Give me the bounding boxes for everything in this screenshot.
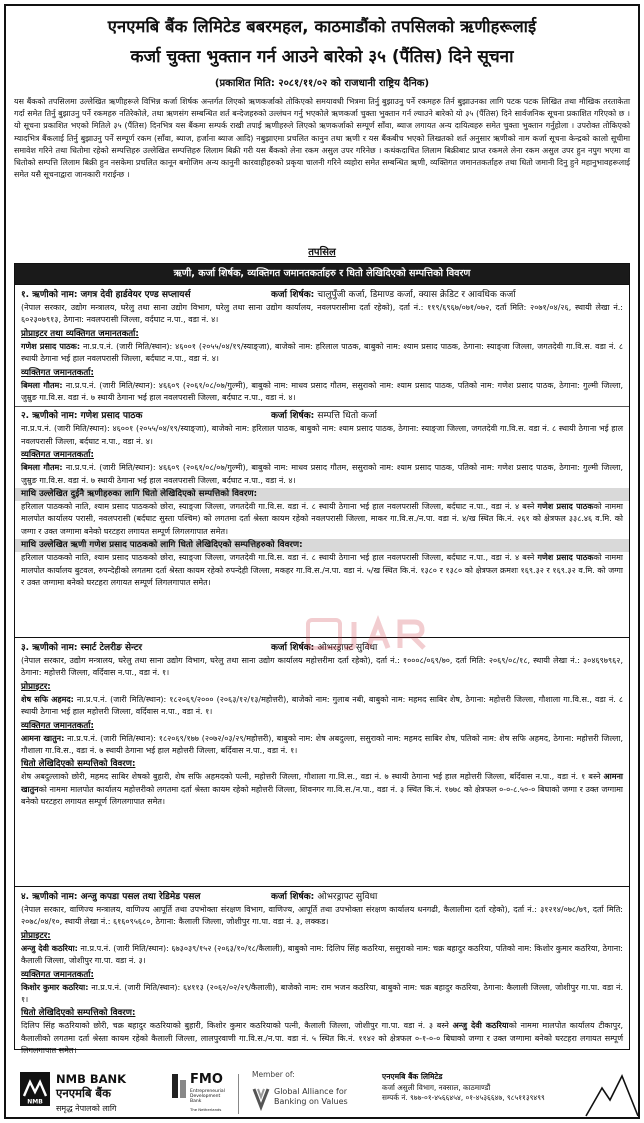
- nmb-brand: [20, 1070, 170, 1120]
- record-4-top: [21, 890, 623, 904]
- proprietor-details: [21, 694, 623, 719]
- intro-paragraph: यस बैंकको तपसिलमा उल्लेखित ऋणीहरूले विभिन्न कर्जा शिर्षक अन्तर्गत लिएको ऋणकर्जाको तोकिएको समयावधी भित्रमा तिर्नु बुझाउनु पर्ने रकमहरु तिर्न बुझाउनका लागि पटक पटक लिखित तथा मौखिक तरताकेता गर्दा समेत तिर्नु बुझाउनु पर्ने रकमहरु नतिरेकोले, तथा ऋणसंग सम्बन्धित शर्त बन्देजहरुको उल्लंघन गर्नु भएकोले ऋणकर्जा चुक्ता भुक्तान गर्न ल्याउने बारेको यो ३५ (पैंतिस) दिने सार्वजनिक सूचना प्रकाशित गरिएको छ । यो सूचना प्रकाशित भएको मितिले ३५ (पैंतिस) दिनभित्र यस बैंकमा सम्पर्क राखी तपाई ऋणीहरुले लिएको ऋणकर्जाको सम्पूर्ण साँवा, ब्याज लगायत अन्य दायित्वहरु समेत चुक्ता भुक्तान गर्नुहोला । उपरोक्त तोकिएको म्यादभित्र बैंकलाई तिर्नु बुझाउनु पर्ने सम्पूर्ण रकम (साँवा, ब्याज, हर्जाना ब्याज आदि) नबुझाएमा प्रचलित कानुन तथा ऋणी र यस बैंकबीच भएको लिखतको शर्त अनुसार ऋणीको नाम कर्जा सूचना केन्द्रको कालो सूचीमा समावेश गरिने तथा धितोमा रहेको सम्पत्तिहरु उल्लेखित सम्पत्तिहरु लिलाम बिक्री गरी यस बैंकको लेना रकम असुल उपर गरिनेछ । कथंकदाचित लिलाम बिक्रीबाट प्राप्त रकमले लेना रकम असुल उपर हुन नपुग भएमा वा धितोको सम्पत्ति लिलाम बिक्री हुन नसकेमा प्रचलित कानून बमोजिम अन्य कानुनी कारवाहीहरुको प्रकृया चालनी गरिने व्यहोरा समेत सम्बन्धित ऋणी, व्यक्तिगत जमानतकर्ताहरु तथा धितो जमानी दिनु हुने महानुभावहरूलाई समेत यसै सूचनाद्वारा जानकारी गराईन्छ ।: [14, 97, 630, 180]
- collateral-heading: धितो लेखिदिएको सम्पत्तिको विवरण:: [21, 759, 136, 770]
- loan-type-value: ओभरड्राफ्ट सुविधा: [317, 892, 378, 902]
- proprietor-text: ना.प्र.प.नं. (जारी मिति/स्थान): ६७३०३९/१५२ (२०६३/१०/१८/कैलाली), बाबुको नाम: दिलिप सिंह कठरिया, ससुराको नाम: चक्र बहादुर कठरिया, पतिको नाम: किशोर कुमार कठरिया, ठेगाना: कैलाली जिल्ला, जोशीपुर गा.पा. वडा नं. ३।: [21, 943, 624, 966]
- guarantor-name: बिमला गौतम:: [21, 463, 63, 473]
- loan-type-label: कर्जा शिर्षक:: [271, 290, 315, 300]
- gabv-logo-icon: [252, 1087, 270, 1109]
- footer-divider: [238, 1074, 239, 1114]
- collateral-details: [21, 771, 623, 808]
- registration-details: (नेपाल सरकार, उद्योग मन्त्रालय, घरेलु तथा साना उद्योग विभाग, घरेलु तथा साना उद्योग कार्यालय महोत्तरीमा दर्ता रहेको), दर्ता नं.: १०००८/०६९/७०, दर्ता मिति: २०६९/०८/१८, स्थायी लेखा नं.: ३०४६९७९६२, ठेगाना: महोत्तरी जिल्ला, वर्दिवास न.पा., वडा नं. १।: [21, 656, 623, 678]
- guarantor-name: किशोर कुमार कठरिया:: [21, 982, 89, 992]
- nmb-logo-text: NMB: [27, 1098, 43, 1106]
- contact-phone: सम्पर्क नं. ९७७-०१-४५६६४५४, ०१-४५३६६४७, ९८५११३९४९९: [382, 1093, 545, 1102]
- borrower-name: २. ऋणीको नाम: गणेश प्रसाद पाठक: [21, 411, 143, 422]
- borrower-name: ४. ऋणीको नाम: अन्जु कपडा पसल तथा रेडिमेड पसल: [21, 892, 201, 902]
- guarantor-details: [21, 982, 623, 1007]
- guarantor-heading: व्यक्तिगत जमानतकर्ता:: [21, 720, 94, 731]
- guarantor-name: बिमला गौतम:: [21, 380, 63, 390]
- collateral-text-a: दिलिप सिंह कठरियाको छोरी, चक्र बहादुर कठरियाको बुहारी, किशोर कुमार कठरियाको पत्नी, कैलाली जिल्ला, जोशीपुर गा.पा. वडा नं. ३ बस्ने: [21, 1021, 449, 1031]
- publication-date: (प्रकाशित मिति: २०८१/११/०२ को राजधानी राष्ट्रिय दैनिक): [214, 78, 430, 89]
- headline-line-1: एनएमबि बैंक लिमिटेड बबरमहल, काठमाडौंको तपसिलको ऋणीहरूलाई: [107, 17, 537, 36]
- record-2-top: [21, 409, 623, 423]
- registration-details: (नेपाल सरकार, वाणिज्य मन्त्रालय, वाणिज्य आपूर्ति तथा उपभोक्ता संरक्षण विभाग, वाणिज्य, आपूर्ति तथा उपभोक्ता संरक्षण कार्यालय धनगढी, कैलालीमा दर्ता रहेको), दर्ता नं.: ३१२१४/०७८/७९, दर्ता मिति: २०७८/०४/१०, स्थायी लेखा नं.: ६१६०९५६८०, ठेगाना: कैलाली जिल्ला, जोशीपुर गा.पा. वडा नं. ३, लक्कड।: [21, 905, 623, 927]
- fmo-country: The Netherlands: [190, 1107, 222, 1112]
- gabv-line-2: Banking on Values: [274, 1097, 348, 1106]
- record-1-top: [21, 288, 623, 302]
- table-header: ऋणी, कर्जा शिर्षक, व्यक्तिगत जमानतकर्ताहरु र धितो लेखिदिएको सम्पत्तिको विवरण: [15, 264, 629, 284]
- loan-type-label: कर्जा शिर्षक:: [271, 892, 315, 902]
- borrower-details: ना.प्र.प.नं. (जारी मिति/स्थान): ४६००१ (२०५५/०४/१९/स्याङ्जा), बाजेको नाम: हरिलाल पाठक, बाबुको नाम: श्याम प्रसाद पाठक, ठेगाना: स्याङ्जा जिल्ला, जगतदेवी गा.वि.स. वडा नं. ८ स्थायी ठेगाना भई हाल नवलपरासी जिल्ला, बर्दघाट न.पा., वडा नं. ४।: [21, 424, 623, 446]
- section-title-text: तपसिल: [308, 247, 336, 258]
- guarantor-text: ना.प्र.प.नं. (जारी मिति/स्थान): ४६६०९ (२०६१/०८/०७/गुल्मी), बाबुको नाम: माधव प्रसाद गौतम, ससुराको नाम: श्याम प्रसाद पाठक, पतिको नाम: गणेश प्रसाद पाठक, ठेगाना: गुल्मी जिल्ला, जुम्रुङ गा.वि.स. वडा नं. ७ स्थायी ठेगाना भई हाल नवलपरासी जिल्ला, बर्दघाट न.पा., वडा नं. ४।: [21, 380, 623, 403]
- guarantor-text: ना.प्र.प.नं. (जारी मिति/स्थान): ६४११३ (२०६२/०२/२९/कैलाली), बाजेको नाम: राम भजन कठरिया, बाबुको नाम: चक्र बहादुर कठरिया, ठेगाना: कैलाली जिल्ला, जोशीपुर गा.पा. वडा नं. १।: [21, 982, 623, 1005]
- collateral-band-2: माथि उल्लेखित ऋणी गणेश प्रसाद पाठकको लागि धितो लेखिदिएको सम्पत्तिहरुको विवरण:: [15, 539, 629, 552]
- collateral-heading: धितो लेखिदिएको सम्पत्तिको विवरण:: [21, 1008, 136, 1019]
- collateral-band-1: माथि उल्लेखित दुईनै ऋणीहरुका लागि धितो लेखिदिएको सम्पत्तिको विवरण:: [15, 488, 629, 501]
- nmb-tagline: समृद्ध नेपालको लागि: [56, 1104, 117, 1113]
- collateral-text-b: को नाममा मालपोत कार्यालय परासी, नवलपरासी (बर्दघाट सुस्ता पश्चिम) को लगतमा दर्ता श्रेस्ता कायम रहेको नवलपरासी जिल्ला, माकर गा.वि.स./न.पा. वडा नं. ४/ख स्थित कि.नं. २६१ को क्षेत्रफल ३३८.४६ व.मि. को जग्गा र उक्त जग्गामा बनेको घरटहरा लगायत सम्पूर्ण लिगलगापात समेत।: [21, 502, 623, 536]
- loan-type: [271, 288, 623, 302]
- collateral-owner: गणेश प्रसाद पाठक: [537, 502, 594, 512]
- borrower-name: ३. ऋणीको नाम: स्मार्ट टेलरीङ सेन्टर: [21, 643, 143, 653]
- proprietor-heading: प्रोप्राइटर:: [21, 681, 51, 692]
- loan-type: [271, 409, 623, 423]
- guarantor-details: [21, 462, 623, 487]
- nmb-logo-icon: [20, 1072, 50, 1106]
- loan-type-value: ओभरड्राफ्ट सुविधा: [317, 643, 378, 653]
- proprietor-details: [21, 341, 623, 366]
- borrower-name: १. ऋणीको नाम: जगत्र देवी हार्डवेयर एण्ड सप्लायर्स: [21, 290, 191, 300]
- collateral-owner: गणेश प्रसाद पाठक: [537, 553, 594, 563]
- loan-type-label: कर्जा शिर्षक:: [271, 643, 315, 653]
- collateral-text-b: को नाममा मालपोत कार्यालय महोत्तरीको लगतमा दर्ता श्रेस्ता कायम रहेको महोत्तरी जिल्ला, शिवनगर गा.वि.स./न.पा., वडा नं. ३ स्थित कि.नं. १७७८ को क्षेत्रफल ०-०-८.५०-० बिघाको जग्गा र उक्त जग्गामा बनेको घरटहरा लगायत सम्पूर्ण लिगलगापात समेत।: [21, 784, 623, 807]
- record-4: [15, 886, 629, 1056]
- collateral-text-a: हरिलाल पाठकको नाति, श्याम प्रसाद पाठकको छोरा, स्याङ्जा जिल्ला, जगतदेवी गा.वि.स. वडा नं. ८ स्थायी ठेगाना भई हाल नवलपरासी जिल्ला, बर्दघाट न.पा., वडा नं. ४ बस्ने: [21, 553, 535, 563]
- fmo-name: FMO: [190, 1072, 223, 1087]
- collateral-text-b: को नाममा मालपोत कार्यालय बुटवल, रुपन्देहीको लगतमा दर्ता श्रेस्ता कायम रहेको रुपन्देही जिल्ला, मकहर गा.वि.स./न.पा. वडा नं. ५/ख स्थित कि.नं. १३८० र १३८० को क्षेत्रफल क्रमशः १६९.३२ र १६९.३२ व.मि. को जग्गा र उक्त जग्गामा बनेको घरटहरा लगायत सम्पूर्ण लिगलगापात समेत।: [21, 553, 623, 588]
- contact-bank-name: एनएमबि बैंक लिमिटेड: [382, 1072, 443, 1081]
- contact-block: [382, 1072, 582, 1104]
- member-of-label: Member of:: [252, 1070, 295, 1079]
- fmo-logo-icon: [170, 1072, 188, 1100]
- collateral-details-2: [21, 552, 623, 589]
- loan-type-value: चालुपुँजी कर्जा, डिमाण्ड कर्जा, क्यास क्रेडिट र आवधिक कर्जा: [317, 290, 516, 300]
- collateral-text-a: हरिलाल पाठकको नाति, श्याम प्रसाद पाठकको छोरा, स्याङ्जा जिल्ला, जगतदेवी गा.वि.स. वडा नं. ८ स्थायी ठेगाना भई हाल नवलपरासी जिल्ला, बर्दघाट न.पा., वडा नं. ४ बस्ने: [21, 502, 535, 512]
- mountain-graphic: [584, 1068, 640, 1120]
- contact-department: कर्जा असुली विभाग, नक्साल, काठमाण्डौं: [382, 1082, 491, 1092]
- loan-type-label: कर्जा शिर्षक:: [271, 411, 315, 422]
- collateral-owner: अन्जु देवी कठरिया: [452, 1021, 509, 1031]
- collateral-details: [21, 1020, 623, 1057]
- watermark-logo: [304, 614, 454, 654]
- proprietor-heading: प्रोप्राइटर तथा व्यक्तिगत जमानतकर्ता:: [21, 328, 139, 339]
- nmb-name-en: NMB BANK: [56, 1072, 127, 1086]
- fmo-subtitle: Entrepreneurial Development Bank: [190, 1089, 225, 1105]
- divider: [15, 406, 629, 407]
- proprietor-heading: प्रोप्राइटर:: [21, 930, 51, 941]
- guarantor-text: ना.प्र.प.नं. (जारी मिति/स्थान): १८२०६९/१७७ (२०७२/०३/२९/महोत्तरी), बाबुको नाम: शेष अबदुल्ला, ससुराको नाम: महमद साबिर शेष, पतिको नाम: शेष सफि अहमद, ठेगाना: महोत्तरी जिल्ला, गौशाला गा.वि.स., वडा नं. ७ स्थायी ठेगाना भई हाल महोत्तरी जिल्ला, बर्दिवास न.पा., वडा नं. १।: [21, 733, 623, 756]
- proprietor-text: ना.प्र.प.नं. (जारी मिति/स्थान): १८२०६९/२००० (२०६३/१२/१३/महोत्तरी), बाजेको नाम: गुलाब नबी, बाबुको नाम: महमद साबिर शेष, ठेगाना: महोत्तरी जिल्ला, गौशाला गा.वि.स., वडा नं. ८ स्थायी ठेगाना भई हाल महोत्तरी जिल्ला, वर्दिवास न.पा., वडा नं. १।: [21, 694, 624, 717]
- nmb-name-np: एनएमबि बैंक: [56, 1086, 111, 1100]
- collateral-text-a: शेष अबदुल्लाको छोरी, महमद साबिर शेषको बुहारी, शेष सफि अहमदको पत्नी, महोत्तरी जिल्ला, गौशाला गा.वि.स., वडा नं. ७ स्थायी ठेगाना भई हाल महोत्तरी जिल्ला, बर्दिवास न.पा., वडा नं. १ बस्ने: [21, 772, 601, 782]
- notice-page: [4, 4, 640, 1119]
- gabv-member: [246, 1070, 386, 1120]
- collateral-owner: आमना खातुन: [21, 772, 624, 794]
- proprietor-details: [21, 943, 623, 968]
- guarantor-details: [21, 733, 623, 758]
- headline-line-2: कर्जा चुक्ता भुक्तान गर्न आउने बारेको ३५ (पैंतिस) दिने सूचना: [130, 47, 514, 67]
- proprietor-name: शेष सफि अहमद:: [21, 694, 74, 704]
- notice-headline: [14, 12, 630, 74]
- details-table: [14, 263, 630, 1056]
- collateral-details-1: [21, 501, 623, 538]
- footer: [12, 1064, 632, 1122]
- proprietor-name: अन्जु देवी कठरिया:: [21, 943, 78, 953]
- section-title: [6, 246, 638, 260]
- record-1: [15, 284, 629, 637]
- fmo-brand: [170, 1072, 226, 1120]
- loan-type: [271, 890, 623, 904]
- gabv-line-1: Global Alliance for: [274, 1087, 348, 1096]
- guarantor-text: ना.प्र.प.नं. (जारी मिति/स्थान): ४६६०९ (२०६१/०८/०७/गुल्मी), बाबुको नाम: माधव प्रसाद गौतम, ससुराको नाम: श्याम प्रसाद पाठक, पतिको नाम: गणेश प्रसाद पाठक, ठेगाना: गुल्मी जिल्ला, जुम्रुङ गा.वि.स. वडा नं. ७ स्थायी ठेगाना भई हाल नवलपरासी जिल्ला, बर्दघाट न.पा., वडा नं. ४।: [21, 463, 623, 485]
- guarantor-details: [21, 380, 623, 405]
- guarantor-heading: व्यक्तिगत जमानतकर्ता:: [21, 969, 94, 980]
- collateral-text-b: को नाममा मालपोत कार्यालय टीकापुर, कैलालीको लगतमा दर्ता श्रेस्ता कायम रहेको कैलाली जिल्ला, लालपुरवाणी गा.वि.स./न.पा. वडा नं. ५ स्थित कि.नं. ११४२ को क्षेत्रफल ०-१-०-० बिघाको जग्गा र उक्त जग्गामा बनेको घरटहरा लगायत सम्पूर्ण लिगलगापात समेत।: [21, 1021, 624, 1056]
- guarantor-heading: व्यक्तिगत जमानतकर्ता:: [21, 450, 94, 461]
- proprietor-name: गणेश प्रसाद पाठक:: [21, 341, 81, 351]
- loan-type-value: सम्पत्ति धितो कर्जा: [317, 411, 377, 422]
- proprietor-text: ना.प्र.प.नं. (जारी मिति/स्थान): ४६००१ (२०५५/०४/१९/स्याङ्जा), बाजेको नाम: हरिलाल पाठक, बाबुको नाम: श्याम प्रसाद पाठक, ठेगाना: स्याङ्जा जिल्ला, जगतदेवी गा.वि.स. वडा नं. ८ स्थायी ठेगाना भई हाल नवलपरासी जिल्ला, बर्दघाट न.पा., वडा नं. ४।: [21, 341, 623, 364]
- guarantor-heading: व्यक्तिगत जमानतकर्ता:: [21, 367, 94, 378]
- record-3: [15, 637, 629, 886]
- registration-details: (नेपाल सरकार, उद्योग मन्त्रालय, घरेलु तथा साना उद्योग विभाग, घरेलु तथा साना उद्योग कार्यालय, नवलपरासीमा दर्ता रहेको), दर्ता नं.: ११९/६९६७/०७१/०७२, दर्ता मिति: २०७१/०४/२६, स्थायी लेखा नं.: ६०२३०७९१३, ठेगाना: नवलपरासी जिल्ला, वर्दघाट न.पा., वडा नं. ४।: [21, 303, 623, 325]
- guarantor-name: आमना खातुन:: [21, 733, 65, 743]
